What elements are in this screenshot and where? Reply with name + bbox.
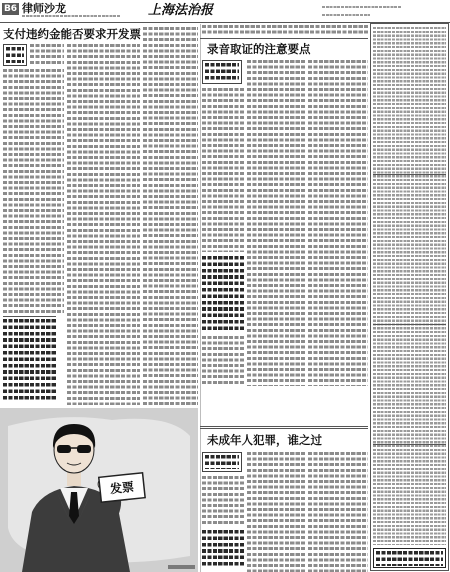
invoice-sign [99, 473, 145, 502]
article-headline-invoice: 支付违约金能否要求开发票 [3, 27, 141, 41]
body-text-column [247, 452, 305, 572]
editor-line [22, 15, 120, 19]
hotline-box [373, 548, 446, 568]
body-text-column [247, 60, 305, 386]
body-text-column [67, 44, 140, 405]
byline-box [3, 44, 27, 66]
body-text-column [143, 27, 198, 405]
cartoon-credit [168, 565, 195, 569]
notices-strip [370, 23, 449, 571]
pull-quote [202, 256, 244, 332]
body-text-column [202, 476, 244, 526]
byline-box [202, 452, 242, 472]
body-text-column [308, 60, 368, 386]
section-title: 律师沙龙 [22, 2, 66, 15]
body-text-column [3, 69, 64, 314]
notices-divider [373, 324, 446, 325]
article-headline-juvenile: 未成年人犯罪，谁之过 [207, 433, 322, 447]
pull-quote [3, 319, 56, 400]
body-text-column [202, 336, 244, 386]
pull-quote [202, 530, 244, 568]
article-headline-recording: 录音取证的注意要点 [207, 42, 311, 56]
notices-text [373, 27, 446, 545]
article-rule [200, 426, 368, 427]
body-text-column [30, 44, 64, 66]
website-line [322, 14, 370, 18]
body-text-column [202, 25, 368, 36]
invoice-sign-label: 发票 [109, 479, 135, 497]
body-text-column [308, 452, 368, 572]
body-text-column [202, 88, 244, 252]
pull-quote-rule [3, 316, 56, 317]
byline-text [205, 455, 239, 469]
page-number-badge: B6 [3, 4, 18, 14]
notices-divider [373, 174, 446, 175]
issue-date-line [322, 6, 402, 10]
notices-divider [373, 444, 446, 445]
byline-box [202, 60, 242, 84]
cartoon-illustration [0, 408, 198, 572]
column-divider [200, 24, 201, 572]
hotline-text [376, 551, 443, 566]
byline-text [205, 63, 239, 81]
article-rule [200, 428, 368, 429]
newspaper-masthead: 上海法治报 [148, 3, 214, 18]
byline-text [6, 47, 24, 63]
article-rule [200, 38, 368, 39]
